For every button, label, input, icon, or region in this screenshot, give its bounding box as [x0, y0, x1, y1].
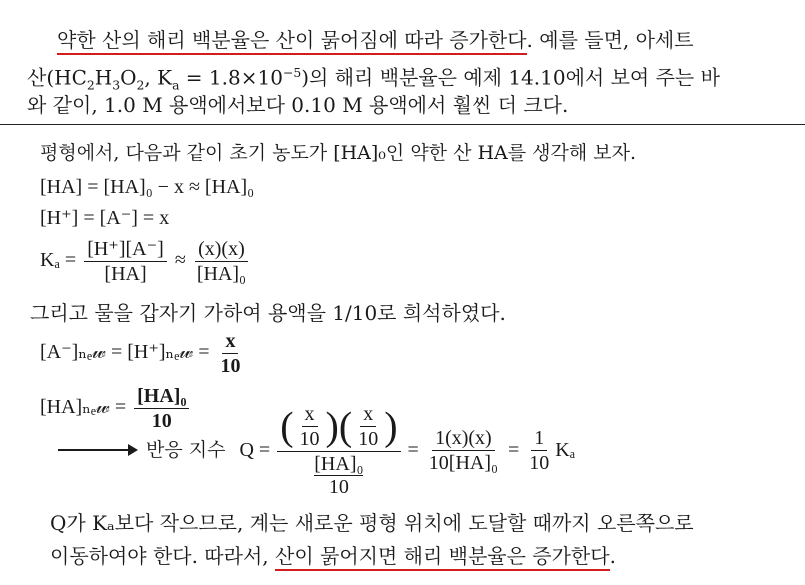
arrow-icon [58, 449, 136, 451]
ka-fraction-1: $\frac{[H^+][A^-]}{[HA]}$ [84, 238, 167, 285]
new-ha-fraction: $\frac{\text{[HA]₀}}{10}$ [134, 385, 189, 432]
top-line-3: 와 같이, 1.0 M 용액에서보다 0.10 M 용액에서 훨씬 더 크다. [27, 93, 569, 117]
q-fraction-2: $\frac{1(x)(x)}{\text{10[HA]₀}}$ [428, 426, 498, 474]
highlight-conclusion: 산이 묽어지면 해리 백분율은 증가한다 [275, 544, 610, 571]
conclusion-line-2: 이동하여야 한다. 따라서, 산이 묽어지면 해리 백분율은 증가한다. [50, 543, 616, 569]
dilution-text: 그리고 물을 갑자기 가하여 용액을 1/10로 희석하였다. [30, 301, 506, 325]
top-line-2: 산($HC_2H_3O_2$, $K_a = 1.8\times 10^{-5}$)의 해리 백분율은 예제 14.10에서 보여 주는 바 [27, 65, 720, 93]
intro-text: 평형에서, 다음과 같이 초기 농도가 [HA]₀인 약한 산 HA를 생각해 보자. [40, 142, 636, 164]
top-line-1-rest: . 예를 들면, 아세트 [526, 28, 694, 52]
equation-h-plus: [H⁺] = [A⁻] = x [40, 207, 170, 229]
q-big-fraction: ( $\frac{x}{10}$ )( $\frac{x}{10}$ ) [HA]₀ 10 [277, 403, 400, 498]
ka-fraction-2: $\frac{(x)(x)}{\text{[HA]₀}}$ [196, 238, 247, 285]
conclusion-line-1: Q가 Kₐ보다 작으므로, 계는 새로운 평형 위치에 도달할 때까지 오른쪽으로 [50, 511, 694, 535]
top-line-1 [57, 27, 694, 53]
q-fraction-3: $\frac{1}{10}$ [529, 426, 550, 474]
highlight-statement: 약한 산의 해리 백분율은 산이 묽어짐에 따라 증가한다 [57, 28, 527, 55]
equation-ka: Kₐ = $\frac{[H^+][A^-]}{[HA]}$ ≈ $\frac{(x)(x)}{\text{[HA]₀}}$ [40, 238, 252, 285]
equation-new-a: [A⁻]ₙₑ𝓌 = [H⁺]ₙₑ𝓌 = $\frac{x}{10}$ [40, 330, 246, 377]
new-a-fraction: $\frac{x}{10}$ [220, 330, 241, 377]
section-divider [0, 124, 805, 125]
equation-reaction-quotient: 반응 지수 Q = ( $\frac{x}{10}$ )( $\frac{x}{10}$ ) [HA]₀ 10 = $\frac{1(x)(x)}{\text{10[HA]₀}}$ = $\frac{1}{10}$ Kₐ [58, 402, 575, 498]
equation-ha: [HA] = [HA]₀ − x ≈ [HA]₀ [40, 176, 255, 198]
equation-new-ha: [HA]ₙₑ𝓌 = $\frac{\text{[HA]₀}}{10}$ [40, 385, 192, 432]
